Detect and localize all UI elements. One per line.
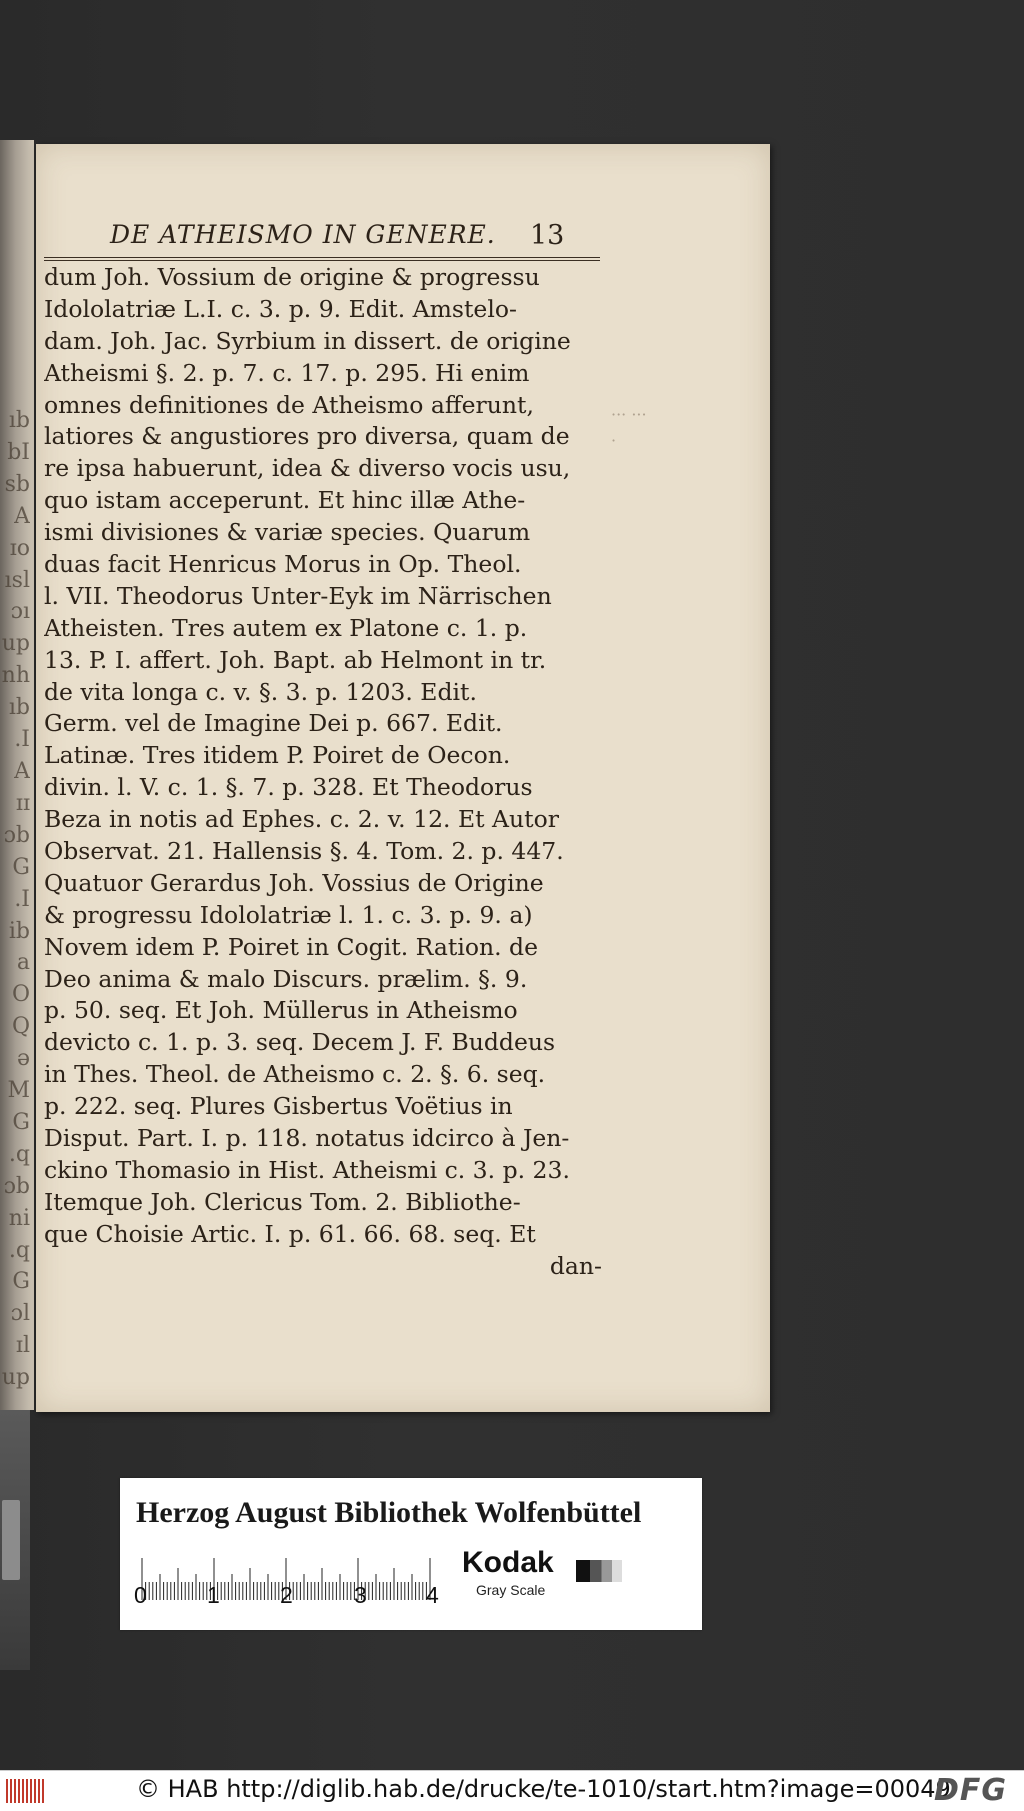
text-line: devicto c. 1. p. 3. seq. Decem J. F. Buddeus	[44, 1028, 556, 1057]
text-line: divin. l. V. c. 1. §. 7. p. 328. Et Theodorus	[44, 773, 533, 802]
text-line: dum Joh. Vossium de origine & progressu	[44, 263, 540, 291]
text-line: Idololatriæ L.I. c. 3. p. 9. Edit. Amstelo-	[44, 294, 517, 323]
text-line: Atheismi §. 2. p. 7. c. 17. p. 295. Hi enim	[44, 358, 530, 387]
text-line: Beza in notis ad Ephes. c. 2. v. 12. Et Autor	[44, 805, 559, 834]
book-page	[36, 144, 770, 1412]
text-line: p. 50. seq. Et Joh. Müllerus in Atheismo	[44, 996, 518, 1025]
text-line: Deo anima & malo Discurs. prælim. §. 9.	[44, 964, 528, 993]
viewer-footer	[0, 1770, 1024, 1811]
adjacent-page-letters: ıb bI sb A ɪo ısl ɔı up nh ıb .I A ɪɪ ɔb G .I ib a O Q ə M G .q ɔb ni .q G ɔl ɪl up	[1, 408, 30, 1391]
text-line: latiores & angustiores pro diversa, quam de	[44, 422, 570, 451]
dfg-logo: DFG	[934, 1773, 1008, 1808]
text-line: Observat. 21. Hallensis §. 4. Tom. 2. p. 447.	[44, 837, 564, 866]
library-label: Herzog August Bibliothek Wolfenbüttel	[136, 1496, 642, 1529]
text-line: de vita longa c. v. §. 3. p. 1203. Edit.	[44, 677, 477, 706]
ruler-number: 3	[354, 1582, 367, 1608]
text-line: Quatuor Gerardus Joh. Vossius de Origine	[44, 868, 544, 897]
text-line: re ipsa habuerunt, idea & diverso vocis usu,	[44, 454, 571, 483]
text-line: & progressu Idololatriæ l. 1. c. 3. p. 9. a)	[44, 900, 533, 929]
gray-scale-patch	[576, 1560, 622, 1582]
text-line: dam. Joh. Jac. Syrbium in dissert. de origine	[44, 326, 571, 355]
ruler-number: 4	[426, 1582, 439, 1608]
text-line: in Thes. Theol. de Atheismo c. 2. §. 6. seq.	[44, 1060, 546, 1089]
text-line: omnes definitiones de Atheismo afferunt,	[44, 390, 534, 419]
text-line: ckino Thomasio in Hist. Atheismi c. 3. p. 23.	[44, 1155, 570, 1184]
text-line: Latinæ. Tres itidem P. Poiret de Oecon.	[44, 741, 511, 770]
adjacent-page-edge	[0, 140, 34, 1410]
ruler-number: 1	[207, 1582, 220, 1608]
running-header: DE ATHEISMO IN GENERE.	[110, 220, 496, 249]
text-line: Novem idem P. Poiret in Cogit. Ration. de	[44, 932, 539, 961]
bleed-through-marks: ··· ··· ·	[611, 405, 647, 450]
text-line: Itemque Joh. Clericus Tom. 2. Bibliothe-	[44, 1187, 521, 1216]
text-line: 13. P. I. affert. Joh. Bapt. ab Helmont in tr.	[44, 645, 547, 674]
text-line: quo istam acceperunt. Et hinc illæ Athe-	[44, 486, 526, 515]
text-line: p. 222. seq. Plures Gisbertus Voëtius in	[44, 1092, 513, 1121]
binding-edge	[0, 1410, 30, 1670]
header-rule	[44, 257, 600, 261]
ruler-number: 0	[134, 1582, 147, 1608]
text-line: Atheisten. Tres autem ex Platone c. 1. p.	[44, 613, 528, 642]
body-text	[44, 262, 602, 1283]
copyright-url[interactable]: © HAB http://diglib.hab.de/drucke/te-1010/start.htm?image=00049	[136, 1775, 951, 1803]
color-calibration-card	[120, 1478, 702, 1630]
barcode-icon	[6, 1779, 46, 1803]
text-line: Disput. Part. I. p. 118. notatus idcirco à Jen-	[44, 1124, 570, 1153]
catchword: dan-	[549, 1251, 602, 1280]
text-line: l. VII. Theodorus Unter-Eyk im Närrischen	[44, 581, 552, 610]
page-number: 13	[530, 220, 565, 251]
ruler-number: 2	[280, 1582, 293, 1608]
kodak-subtitle: Gray Scale	[476, 1582, 546, 1598]
text-line: que Choisie Artic. I. p. 61. 66. 68. seq. Et	[44, 1219, 536, 1248]
text-line: Germ. vel de Imagine Dei p. 667. Edit.	[44, 709, 503, 738]
kodak-logo: Kodak	[462, 1546, 554, 1579]
text-line: duas facit Henricus Morus in Op. Theol.	[44, 550, 522, 579]
text-line: ismi divisiones & variæ species. Quarum	[44, 518, 531, 547]
